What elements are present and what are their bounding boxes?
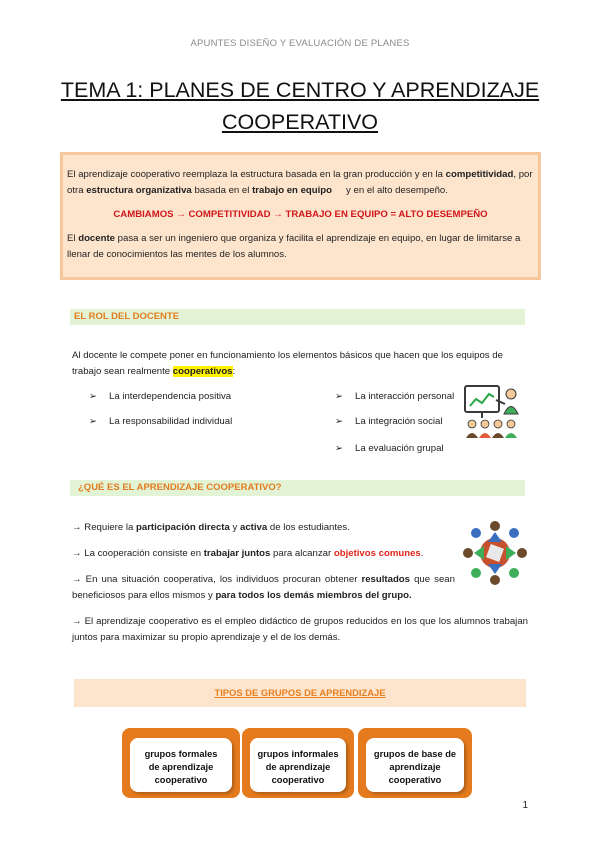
arrow-icon: → <box>72 548 82 559</box>
intro-text: basada en el <box>191 185 253 196</box>
arrow-icon: → <box>72 574 82 585</box>
rol-paragraph <box>72 348 528 380</box>
intro-text: y en el alto desempeño. <box>346 185 448 196</box>
que-text: para alcanzar <box>270 548 334 559</box>
que-paragraph-4 <box>72 614 528 646</box>
que-text: El aprendizaje cooperativo es el empleo didáctico de grupos reducidos en los que los alumnos trabajan juntos para maximizar su propio aprendizaje y el de los demás. <box>72 616 528 643</box>
group-type-line: de aprendizaje <box>265 762 331 772</box>
bullet-arrow-icon: ➢ <box>89 416 98 427</box>
title-line-2: COOPERATIVO <box>221 110 379 134</box>
intro-equation: CAMBIAMOS → COMPETITIVIDAD → TRABAJO EN EQUIPO = ALTO DESEMPEÑO <box>113 209 488 220</box>
intro-text: El aprendizaje cooperativo reemplaza la estructura basada en la gran producción y en la <box>67 169 446 180</box>
group-type-line: cooperativo <box>271 775 325 785</box>
que-text: En una situación cooperativa, los individuos procuran obtener <box>81 574 362 585</box>
rol-highlight: cooperativos <box>172 366 233 377</box>
group-type-line: de aprendizaje <box>148 762 214 772</box>
que-bold: activa <box>239 522 268 533</box>
que-paragraph-1 <box>72 520 457 536</box>
intro-paragraph-1 <box>67 167 534 199</box>
intro-text: , por otra <box>67 169 533 196</box>
list-item <box>335 391 454 402</box>
tipos-heading-box <box>74 679 526 707</box>
group-type-card <box>130 738 232 792</box>
que-text: . <box>420 548 424 559</box>
que-text: de los estudiantes. <box>267 522 350 533</box>
group-type-line: grupos informales <box>257 749 339 759</box>
que-text: La cooperación consiste en <box>81 548 204 559</box>
intro-bold: estructura organizativa <box>86 185 192 196</box>
intro-text: El <box>67 233 79 244</box>
list-item-label: La interdependencia positiva <box>109 391 232 402</box>
bullet-arrow-icon: ➢ <box>335 443 344 454</box>
tipos-heading: TIPOS DE GRUPOS DE APRENDIZAJE <box>214 687 386 698</box>
list-item <box>335 416 442 427</box>
rol-text: : <box>232 366 236 377</box>
group-type-line: grupos formales <box>144 749 218 759</box>
group-type-line: cooperativo <box>388 775 442 785</box>
page-number: 1 <box>522 800 528 811</box>
que-paragraph-3 <box>72 572 455 604</box>
group-type-card <box>250 738 346 792</box>
group-type-box-base <box>358 728 472 798</box>
que-paragraph-2 <box>72 546 457 562</box>
que-bold: resultados <box>361 574 411 585</box>
page-title <box>40 74 560 138</box>
intro-bold: trabajo en equipo <box>252 185 333 196</box>
rol-text: Al docente le compete poner en funcionamiento los elementos básicos que hacen que los equipos de trabajo sean realmente <box>72 350 503 377</box>
group-type-box-formal <box>122 728 240 798</box>
group-type-line: aprendizaje <box>389 762 441 772</box>
teacher-classroom-icon <box>463 384 525 440</box>
intro-text: pasa a ser un ingeniero que organiza y facilita el aprendizaje en equipo, en lugar de limitarse a llenar de conocimientos las mentes de los alumnos. <box>67 233 521 260</box>
group-type-line: grupos de base de <box>373 749 457 759</box>
bullet-arrow-icon: ➢ <box>335 416 344 427</box>
que-text: y <box>229 522 240 533</box>
list-item <box>89 416 232 427</box>
que-text: que sean beneficiosos para ellos mismos y <box>72 574 455 601</box>
title-line-1: TEMA 1: PLANES DE CENTRO Y APRENDIZAJE <box>60 78 540 102</box>
que-red-highlight: objetivos comunes <box>333 548 421 559</box>
que-bold: participación directa <box>136 522 230 533</box>
intro-bold: docente <box>78 233 115 244</box>
list-item-label: La responsabilidad individual <box>109 416 233 427</box>
intro-paragraph-2 <box>67 231 534 263</box>
que-bold: para todos los demás miembros del grupo. <box>215 590 412 601</box>
list-item-label: La integración social <box>355 416 443 427</box>
team-circle-icon <box>462 520 528 586</box>
group-type-box-informal <box>242 728 354 798</box>
list-item <box>335 443 444 454</box>
bullet-arrow-icon: ➢ <box>335 391 344 402</box>
bullet-arrow-icon: ➢ <box>89 391 98 402</box>
list-item-label: La evaluación grupal <box>355 443 444 454</box>
group-type-card <box>366 738 464 792</box>
page-header: APUNTES DISEÑO Y EVALUACIÓN DE PLANES <box>190 38 410 49</box>
que-text: Requiere la <box>81 522 136 533</box>
list-item <box>89 391 231 402</box>
que-bold: trabajar juntos <box>203 548 271 559</box>
group-type-line: cooperativo <box>154 775 208 785</box>
section-heading-rol: EL ROL DEL DOCENTE <box>70 309 525 325</box>
intro-box <box>60 152 541 280</box>
section-heading-que-es: ¿QUÉ ES EL APRENDIZAJE COOPERATIVO? <box>70 480 525 496</box>
arrow-icon: → <box>72 616 82 627</box>
arrow-icon: → <box>72 522 82 533</box>
list-item-label: La interacción personal <box>355 391 455 402</box>
intro-bold: competitividad <box>445 169 514 180</box>
